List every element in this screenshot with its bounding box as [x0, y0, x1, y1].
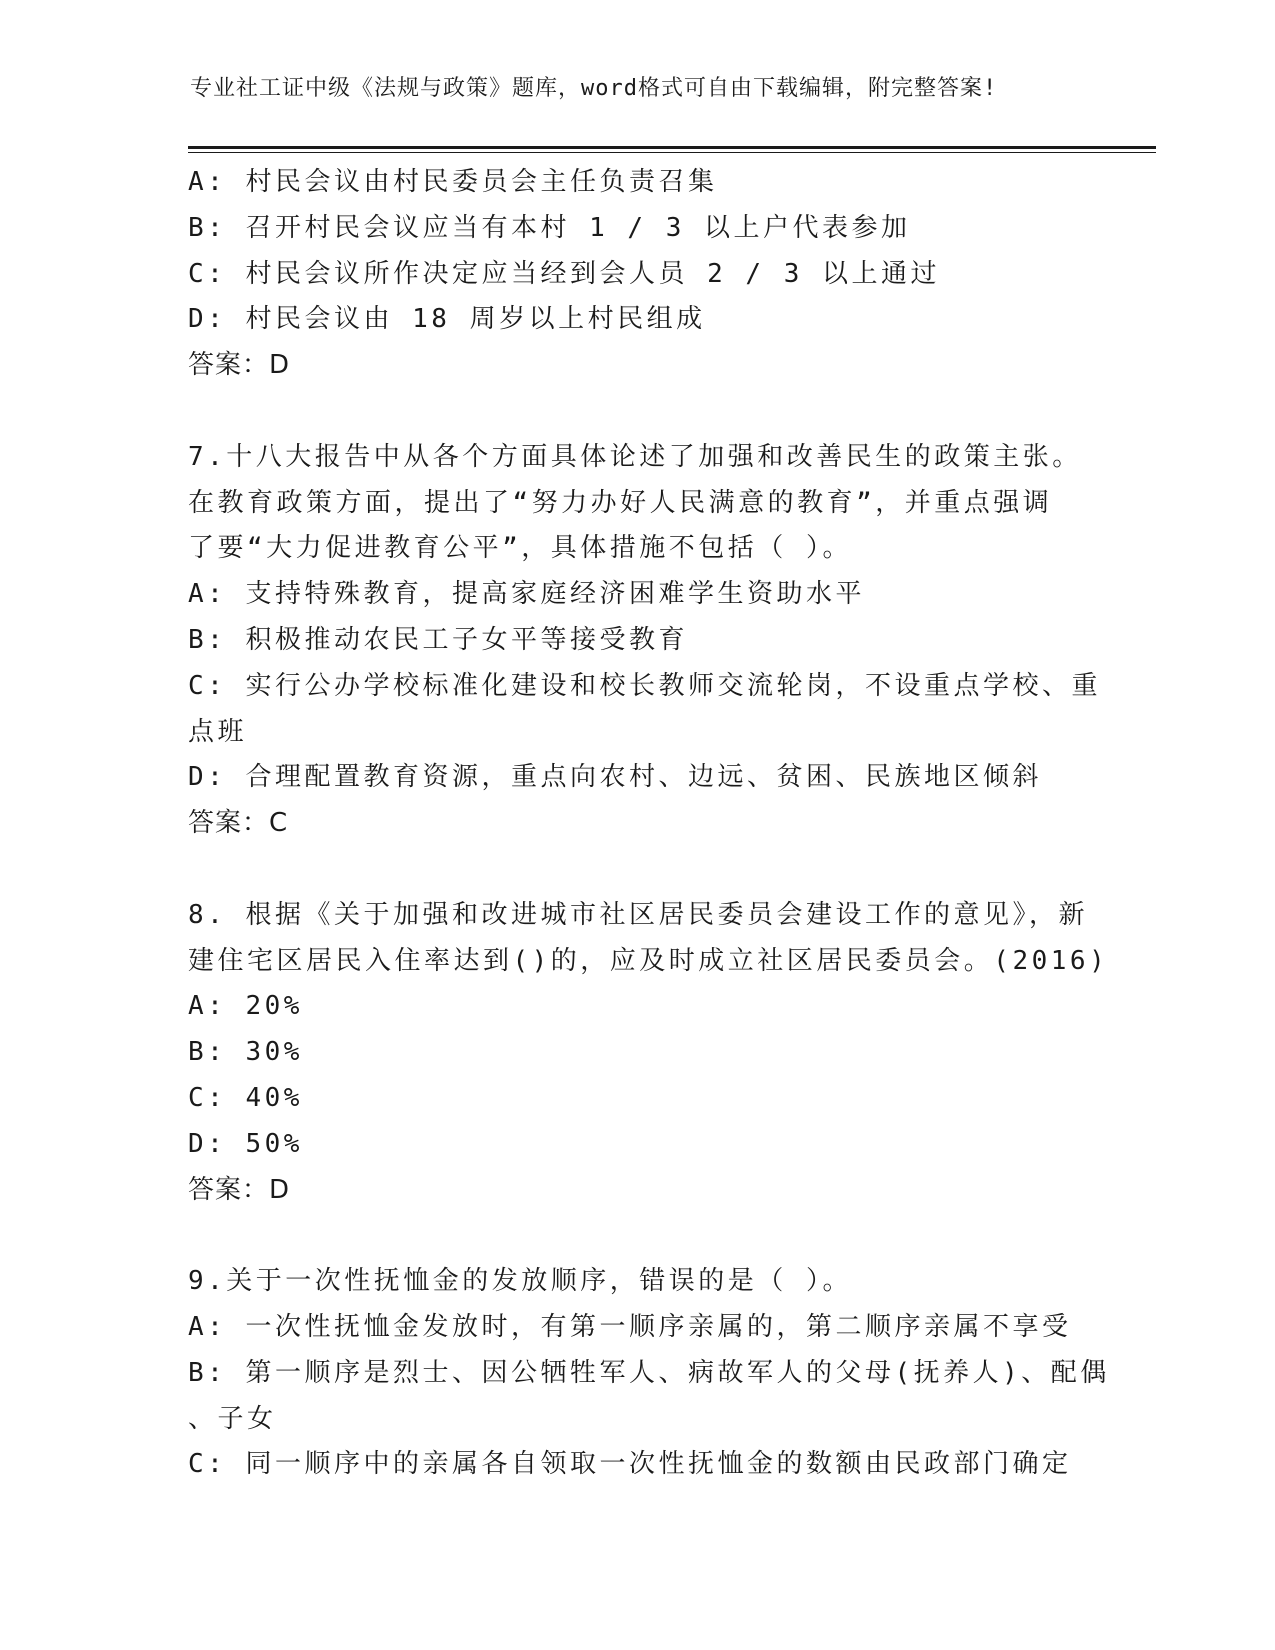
header-divider-thin	[188, 152, 1156, 153]
option-b: B: 第一顺序是烈士、因公牺牲军人、病故军人的父母(抚养人)、配偶	[188, 1357, 1110, 1388]
question-8	[188, 893, 1109, 1214]
option-a: A: 支持特殊教育，提高家庭经济困难学生资助水平	[188, 579, 865, 610]
option-c-continued: 点班	[188, 716, 248, 747]
option-c: C: 村民会议所作决定应当经到会人员 2 / 3 以上通过	[188, 258, 941, 289]
answer: 答案：D	[188, 350, 291, 381]
option-b-continued: 、子女	[188, 1403, 277, 1434]
question-stem: 在教育政策方面，提出了“努力办好人民满意的教育”，并重点强调	[188, 487, 1053, 518]
option-a: A: 一次性抚恤金发放时，有第一顺序亲属的，第二顺序亲属不享受	[188, 1311, 1072, 1342]
question-9	[188, 1259, 1110, 1488]
option-b: B: 召开村民会议应当有本村 1 / 3 以上户代表参加	[188, 212, 911, 243]
option-b: B: 30%	[188, 1037, 303, 1068]
answer: 答案：C	[188, 808, 289, 839]
option-d: D: 村民会议由 18 周岁以上村民组成	[188, 304, 706, 335]
question-stem: 7.十八大报告中从各个方面具体论述了加强和改善民生的政策主张。	[188, 441, 1082, 472]
question-stem: 建住宅区居民入住率达到()的，应及时成立社区居民委员会。(2016)	[188, 945, 1109, 976]
spacer	[188, 389, 1088, 435]
question-6	[188, 160, 1088, 389]
option-d: D: 合理配置教育资源，重点向农村、边远、贫困、民族地区倾斜	[188, 762, 1042, 793]
question-stem: 了要“大力促进教育公平”，具体措施不包括（ ）。	[188, 533, 852, 564]
option-b: B: 积极推动农民工子女平等接受教育	[188, 624, 688, 655]
question-stem: 9.关于一次性抚恤金的发放顺序，错误的是（ ）。	[188, 1266, 852, 1297]
option-c: C: 实行公办学校标准化建设和校长教师交流轮岗，不设重点学校、重	[188, 670, 1101, 701]
option-a: A: 20%	[188, 991, 303, 1022]
page-header: 专业社工证中级《法规与政策》题库，word格式可自由下载编辑，附完整答案!	[190, 76, 998, 101]
header-divider-thick	[188, 146, 1156, 149]
option-c: C: 同一顺序中的亲属各自领取一次性抚恤金的数额由民政部门确定	[188, 1449, 1072, 1480]
document-body	[188, 160, 1110, 1488]
question-7	[188, 435, 1101, 847]
question-stem: 8. 根据《关于加强和改进城市社区居民委员会建设工作的意见》，新	[188, 899, 1088, 930]
option-a: A: 村民会议由村民委员会主任负责召集	[188, 167, 718, 197]
spacer	[188, 1213, 1088, 1259]
spacer	[188, 847, 1088, 893]
option-d: D: 50%	[188, 1128, 303, 1159]
answer: 答案：D	[188, 1174, 291, 1205]
option-c: C: 40%	[188, 1082, 303, 1113]
